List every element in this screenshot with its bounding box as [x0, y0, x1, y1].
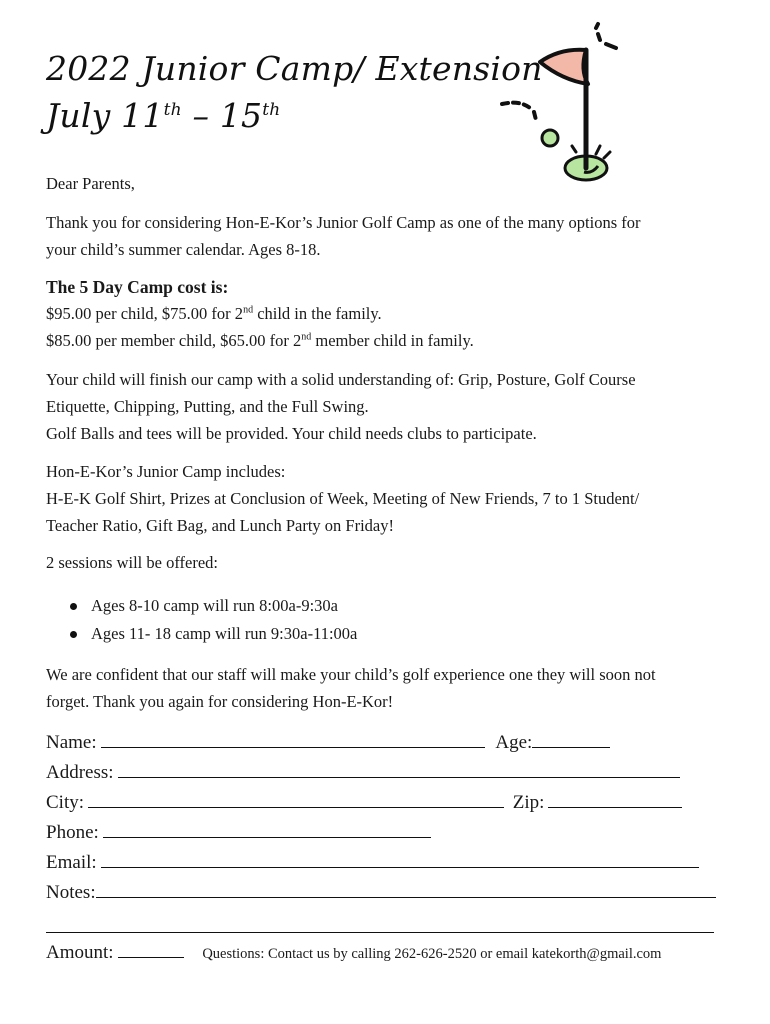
greeting: Dear Parents,: [46, 174, 135, 193]
cost-heading: The 5 Day Camp cost is:: [46, 277, 229, 297]
amount-field[interactable]: [118, 940, 184, 958]
sessions-list: [46, 592, 357, 648]
notes-field-line2[interactable]: [46, 932, 714, 933]
zip-label: Zip:: [512, 792, 545, 813]
contact-info: Questions: Contact us by calling 262-626-2520 or email katekorth@gmail.com: [202, 946, 662, 962]
phone-label: Phone:: [46, 822, 99, 843]
cost-details: $95.00 per child, $75.00 for 2nd child in the family. $85.00 per member child, $65.00 for 2nd member child in family.: [46, 304, 474, 350]
city-row: [46, 790, 682, 815]
name-field[interactable]: [101, 730, 485, 748]
phone-field[interactable]: [103, 820, 431, 838]
name-label: Name:: [46, 732, 97, 753]
city-field[interactable]: [88, 790, 504, 808]
city-label: City:: [46, 792, 85, 813]
includes-paragraph: Hon-E-Kor’s Junior Camp includes: H-E-K Golf Shirt, Prizes at Conclusion of Week, Meeting of New Friends, 7 to 1 Student/ Teacher Ratio, Gift Bag, and Lunch Party on Friday!: [46, 462, 640, 535]
notes-label: Notes:: [46, 882, 96, 903]
zip-field[interactable]: [548, 790, 682, 808]
name-row: [46, 730, 610, 755]
email-label: Email:: [46, 852, 97, 873]
phone-row: [46, 820, 431, 845]
sessions-intro: 2 sessions will be offered:: [46, 553, 219, 572]
closing-paragraph: We are confident that our staff will make your child’s golf experience one they will soon not forget. Thank you again for considering Hon-E-Kor!: [46, 665, 656, 711]
intro-paragraph: Thank you for considering Hon-E-Kor’s Junior Golf Camp as one of the many options for your child’s summer calendar. Ages 8-18.: [46, 213, 641, 259]
address-field[interactable]: [118, 760, 680, 778]
skills-paragraph: Your child will finish our camp with a solid understanding of: Grip, Posture, Golf Course Etiquette, Chipping, Putting, and the Full Swing. Golf Balls and tees will be provided. Your child needs clubs to participate.: [46, 370, 636, 443]
notes-row: [46, 880, 716, 905]
address-label: Address:: [46, 762, 114, 783]
amount-row: [46, 940, 661, 966]
address-row: [46, 760, 680, 785]
age-field[interactable]: [532, 730, 610, 748]
golf-flag-icon: [500, 20, 630, 190]
camp-dates: July 11th – 15th: [46, 96, 281, 135]
page-title: 2022 Junior Camp/ Extension: [46, 49, 543, 88]
age-label: Age:: [495, 732, 533, 753]
amount-label: Amount:: [46, 942, 114, 963]
email-row: [46, 850, 699, 875]
list-item: Ages 11- 18 camp will run 9:30a-11:00a: [46, 620, 357, 648]
email-field[interactable]: [101, 850, 699, 868]
list-item: Ages 8-10 camp will run 8:00a-9:30a: [46, 592, 357, 620]
notes-field[interactable]: [96, 880, 716, 898]
